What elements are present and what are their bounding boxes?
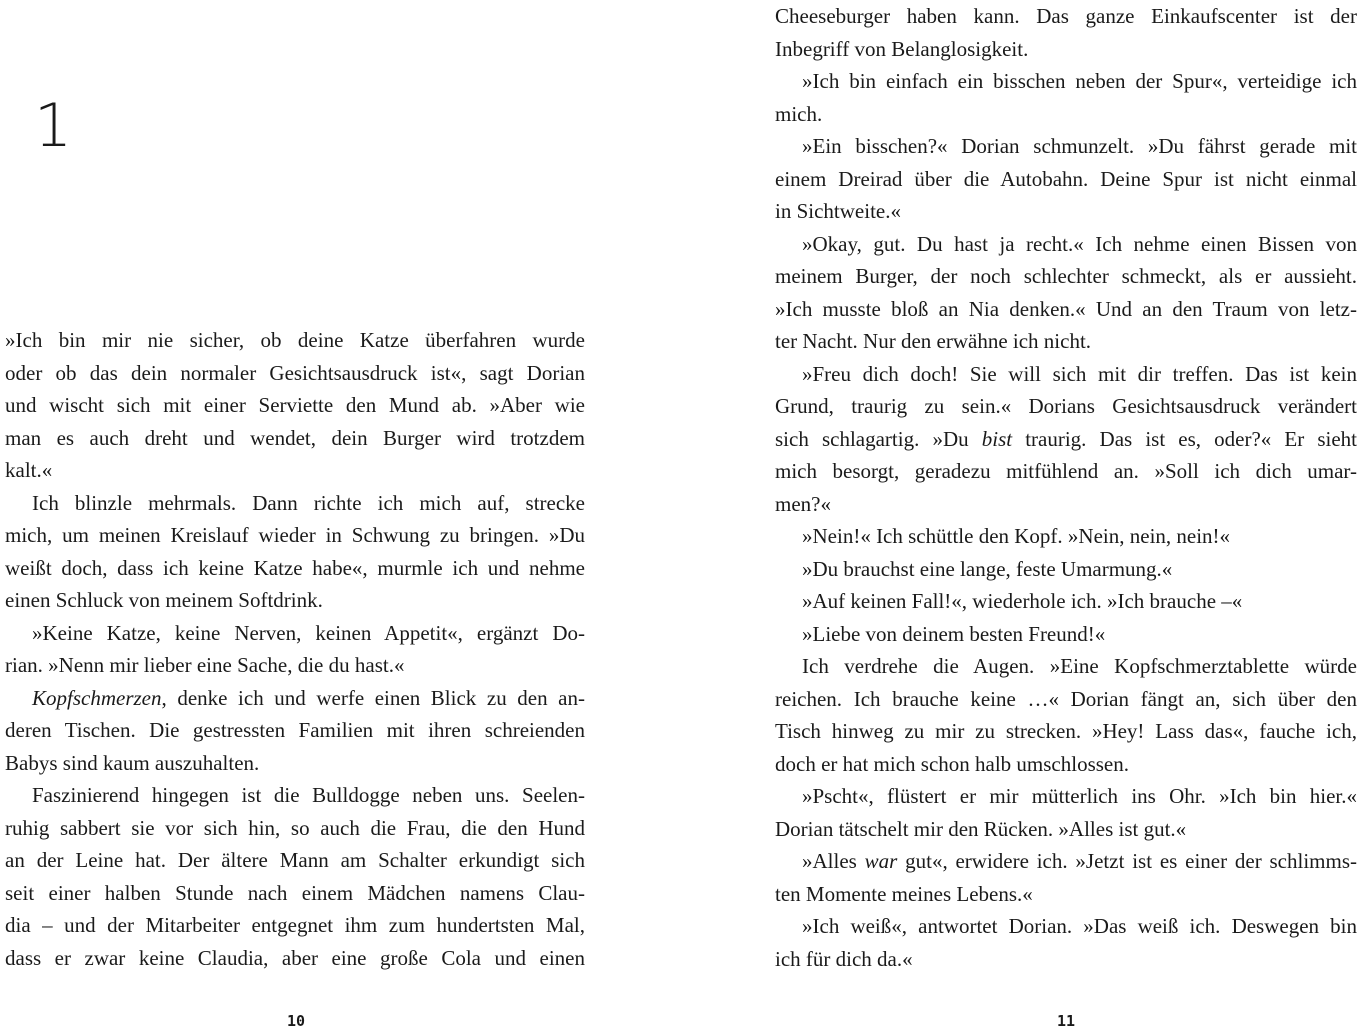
text-line <box>775 715 1357 748</box>
text-line-content: doch er hat mich schon halb umschlossen. <box>775 751 1130 776</box>
text-line <box>775 260 1357 293</box>
text-line-content: in Sichtweite.« <box>775 199 901 223</box>
text-line-pre: »Alles <box>802 849 865 873</box>
text-line-content: »Keine Katze, keine Nerven, keinen Appetit«, ergänzt Do- <box>32 620 585 645</box>
text-line-content: Ich verdrehe die Augen. »Eine Kopfschmerztablette würde <box>802 654 1357 678</box>
text-line <box>5 649 585 682</box>
text-line-content: »Ein bisschen?« Dorian schmunzelt. »Du fährst gerade mit <box>802 134 1357 158</box>
text-line-content: Cheeseburger haben kann. Das ganze Einkaufscenter ist der <box>775 4 1357 28</box>
text-line-pre: sich schlagartig. »Du <box>775 426 982 451</box>
text-line <box>775 163 1357 196</box>
text-line-content: meinem Burger, der noch schlechter schmeckt, als er aussieht. <box>775 264 1357 288</box>
text-line-content: men?« <box>775 491 831 516</box>
text-line <box>775 878 1357 911</box>
chapter-number: 1 <box>34 91 73 161</box>
text-line-content: gut«, erwidere ich. »Jetzt ist es einer der schlimms- <box>897 849 1357 873</box>
text-line <box>5 877 585 910</box>
text-line-content: an der Leine hat. Der ältere Mann am Schalter erkundigt sich <box>5 848 585 872</box>
text-line <box>5 552 585 585</box>
text-line-content: einem Dreirad über die Autobahn. Deine Spur ist nicht einmal <box>775 166 1357 191</box>
text-line <box>775 130 1357 163</box>
text-line <box>775 33 1357 66</box>
text-line-content: kalt.« <box>5 458 53 482</box>
text-line <box>775 585 1357 618</box>
text-line-content: »Freu dich doch! Sie will sich mit dir treffen. Das ist kein <box>802 361 1357 386</box>
text-line-content: und wischt sich mit einer Serviette den Mund ab. »Aber wie <box>5 393 585 417</box>
text-line-content: Tisch hinweg zu mir zu strecken. »Hey! Lass das«, fauche ich, <box>775 719 1357 743</box>
text-line <box>5 422 585 455</box>
text-line-content: Faszinierend hingegen ist die Bulldogge neben uns. Seelen- <box>32 783 585 807</box>
text-line-content: mich besorgt, geradezu mitfühlend an. »Soll ich dich umar- <box>775 459 1357 483</box>
text-line-content: ten Momente meines Lebens.« <box>775 881 1033 906</box>
text-line-content: »Ich musste bloß an Nia denken.« Und an den Traum von letz- <box>775 296 1357 321</box>
text-line <box>5 812 585 845</box>
text-line <box>5 357 585 390</box>
text-line-content: »Pscht«, flüstert er mir mütterlich ins Ohr. »Ich bin hier.« <box>802 784 1357 808</box>
text-line-content: Dorian tätschelt mir den Rücken. »Alles ist gut.« <box>775 816 1187 841</box>
left-page-text <box>5 324 585 974</box>
text-line-content: ich für dich da.« <box>775 946 913 971</box>
text-line-italic: bist <box>981 426 1013 451</box>
text-line-content: reichen. Ich brauche keine …« Dorian fängt an, sich über den <box>775 686 1357 711</box>
text-line <box>5 617 585 650</box>
text-line-content: seit einer halben Stunde nach einem Mädchen namens Clau- <box>5 880 585 905</box>
text-line <box>775 813 1357 846</box>
text-line-content: mich, um meinen Kreislauf wieder in Schwung zu bringen. »Du <box>5 523 585 547</box>
text-line-content: »Ich bin einfach ein bisschen neben der Spur«, verteidige ich <box>802 69 1357 93</box>
text-line <box>775 910 1357 943</box>
text-line <box>775 943 1357 976</box>
text-line <box>5 844 585 877</box>
right-page-text <box>775 0 1357 975</box>
text-line <box>5 942 585 975</box>
text-line-content: Ich blinzle mehrmals. Dann richte ich mich auf, strecke <box>32 490 585 515</box>
text-line <box>775 0 1357 33</box>
text-line <box>775 455 1357 488</box>
text-line <box>775 65 1357 98</box>
text-line <box>775 650 1357 683</box>
page-number-left: 10 <box>287 1012 306 1030</box>
text-line-content: mich. <box>775 101 823 126</box>
text-line <box>775 618 1357 651</box>
text-line-content: »Du brauchst eine lange, feste Umarmung.« <box>802 556 1173 581</box>
text-line <box>775 488 1357 521</box>
text-line <box>5 324 585 357</box>
text-line <box>5 584 585 617</box>
text-line-content: deren Tischen. Die gestressten Familien mit ihren schreienden <box>5 718 585 742</box>
text-line-content: »Auf keinen Fall!«, wiederhole ich. »Ich brauche –« <box>802 589 1243 613</box>
text-line <box>775 98 1357 131</box>
text-line-content: weißt doch, dass ich keine Katze habe«, murmle ich und nehme <box>5 555 585 580</box>
text-line <box>5 779 585 812</box>
text-line <box>775 845 1357 878</box>
text-line <box>775 780 1357 813</box>
text-line-content: Inbegriff von Belanglosigkeit. <box>775 36 1029 61</box>
text-line-content: man es auch dreht und wendet, dein Burger wird trotzdem <box>5 425 585 450</box>
text-line-content: oder ob das dein normaler Gesichtsausdruck ist«, sagt Dorian <box>5 360 585 385</box>
text-line-content: einen Schluck von meinem Softdrink. <box>5 588 323 612</box>
text-line <box>775 325 1357 358</box>
text-line-italic: war <box>864 849 898 873</box>
text-line-content: rian. »Nenn mir lieber eine Sache, die du hast.« <box>5 653 405 677</box>
text-line-content: »Liebe von deinem besten Freund!« <box>802 621 1106 646</box>
text-line-content: »Nein!« Ich schüttle den Kopf. »Nein, nein, nein!« <box>802 524 1231 548</box>
text-line-content: dass er zwar keine Claudia, aber eine große Cola und einen <box>5 945 585 970</box>
text-line <box>775 228 1357 261</box>
right-page <box>680 0 1360 1032</box>
text-line <box>775 748 1357 781</box>
text-line-content: , denke ich und werfe einen Blick zu den an- <box>161 685 585 710</box>
text-line <box>775 293 1357 326</box>
text-line-content: »Ich bin mir nie sicher, ob deine Katze überfahren wurde <box>5 328 585 352</box>
text-line <box>5 909 585 942</box>
text-line <box>775 520 1357 553</box>
page-number-right: 11 <box>1057 1012 1076 1030</box>
text-line-content: dia – und der Mitarbeiter entgegnet ihm zum hundertsten Mal, <box>5 913 585 937</box>
text-line <box>775 390 1357 423</box>
text-line-content: ter Nacht. Nur den erwähne ich nicht. <box>775 329 1092 353</box>
text-line <box>5 487 585 520</box>
text-line-content: Grund, traurig zu sein.« Dorians Gesichtsausdruck verändert <box>775 394 1357 418</box>
text-line-content: ruhig sabbert sie vor sich hin, so auch die Frau, die den Hund <box>5 815 585 840</box>
text-line <box>5 682 585 715</box>
text-line-content: »Okay, gut. Du hast ja recht.« Ich nehme einen Bissen von <box>802 231 1357 256</box>
text-line <box>775 553 1357 586</box>
text-line <box>775 195 1357 228</box>
text-line <box>5 454 585 487</box>
text-line-content: traurig. Das ist es, oder?« Er sieht <box>1012 426 1357 451</box>
text-line-content: Babys sind kaum auszuhalten. <box>5 750 260 775</box>
text-line <box>775 358 1357 391</box>
text-line-italic: Kopfschmerzen <box>32 685 162 710</box>
text-line <box>5 714 585 747</box>
text-line <box>775 683 1357 716</box>
text-line <box>5 747 585 780</box>
text-line <box>5 389 585 422</box>
text-line <box>775 423 1357 456</box>
text-line <box>5 519 585 552</box>
text-line-content: »Ich weiß«, antwortet Dorian. »Das weiß ich. Deswegen bin <box>802 914 1357 938</box>
